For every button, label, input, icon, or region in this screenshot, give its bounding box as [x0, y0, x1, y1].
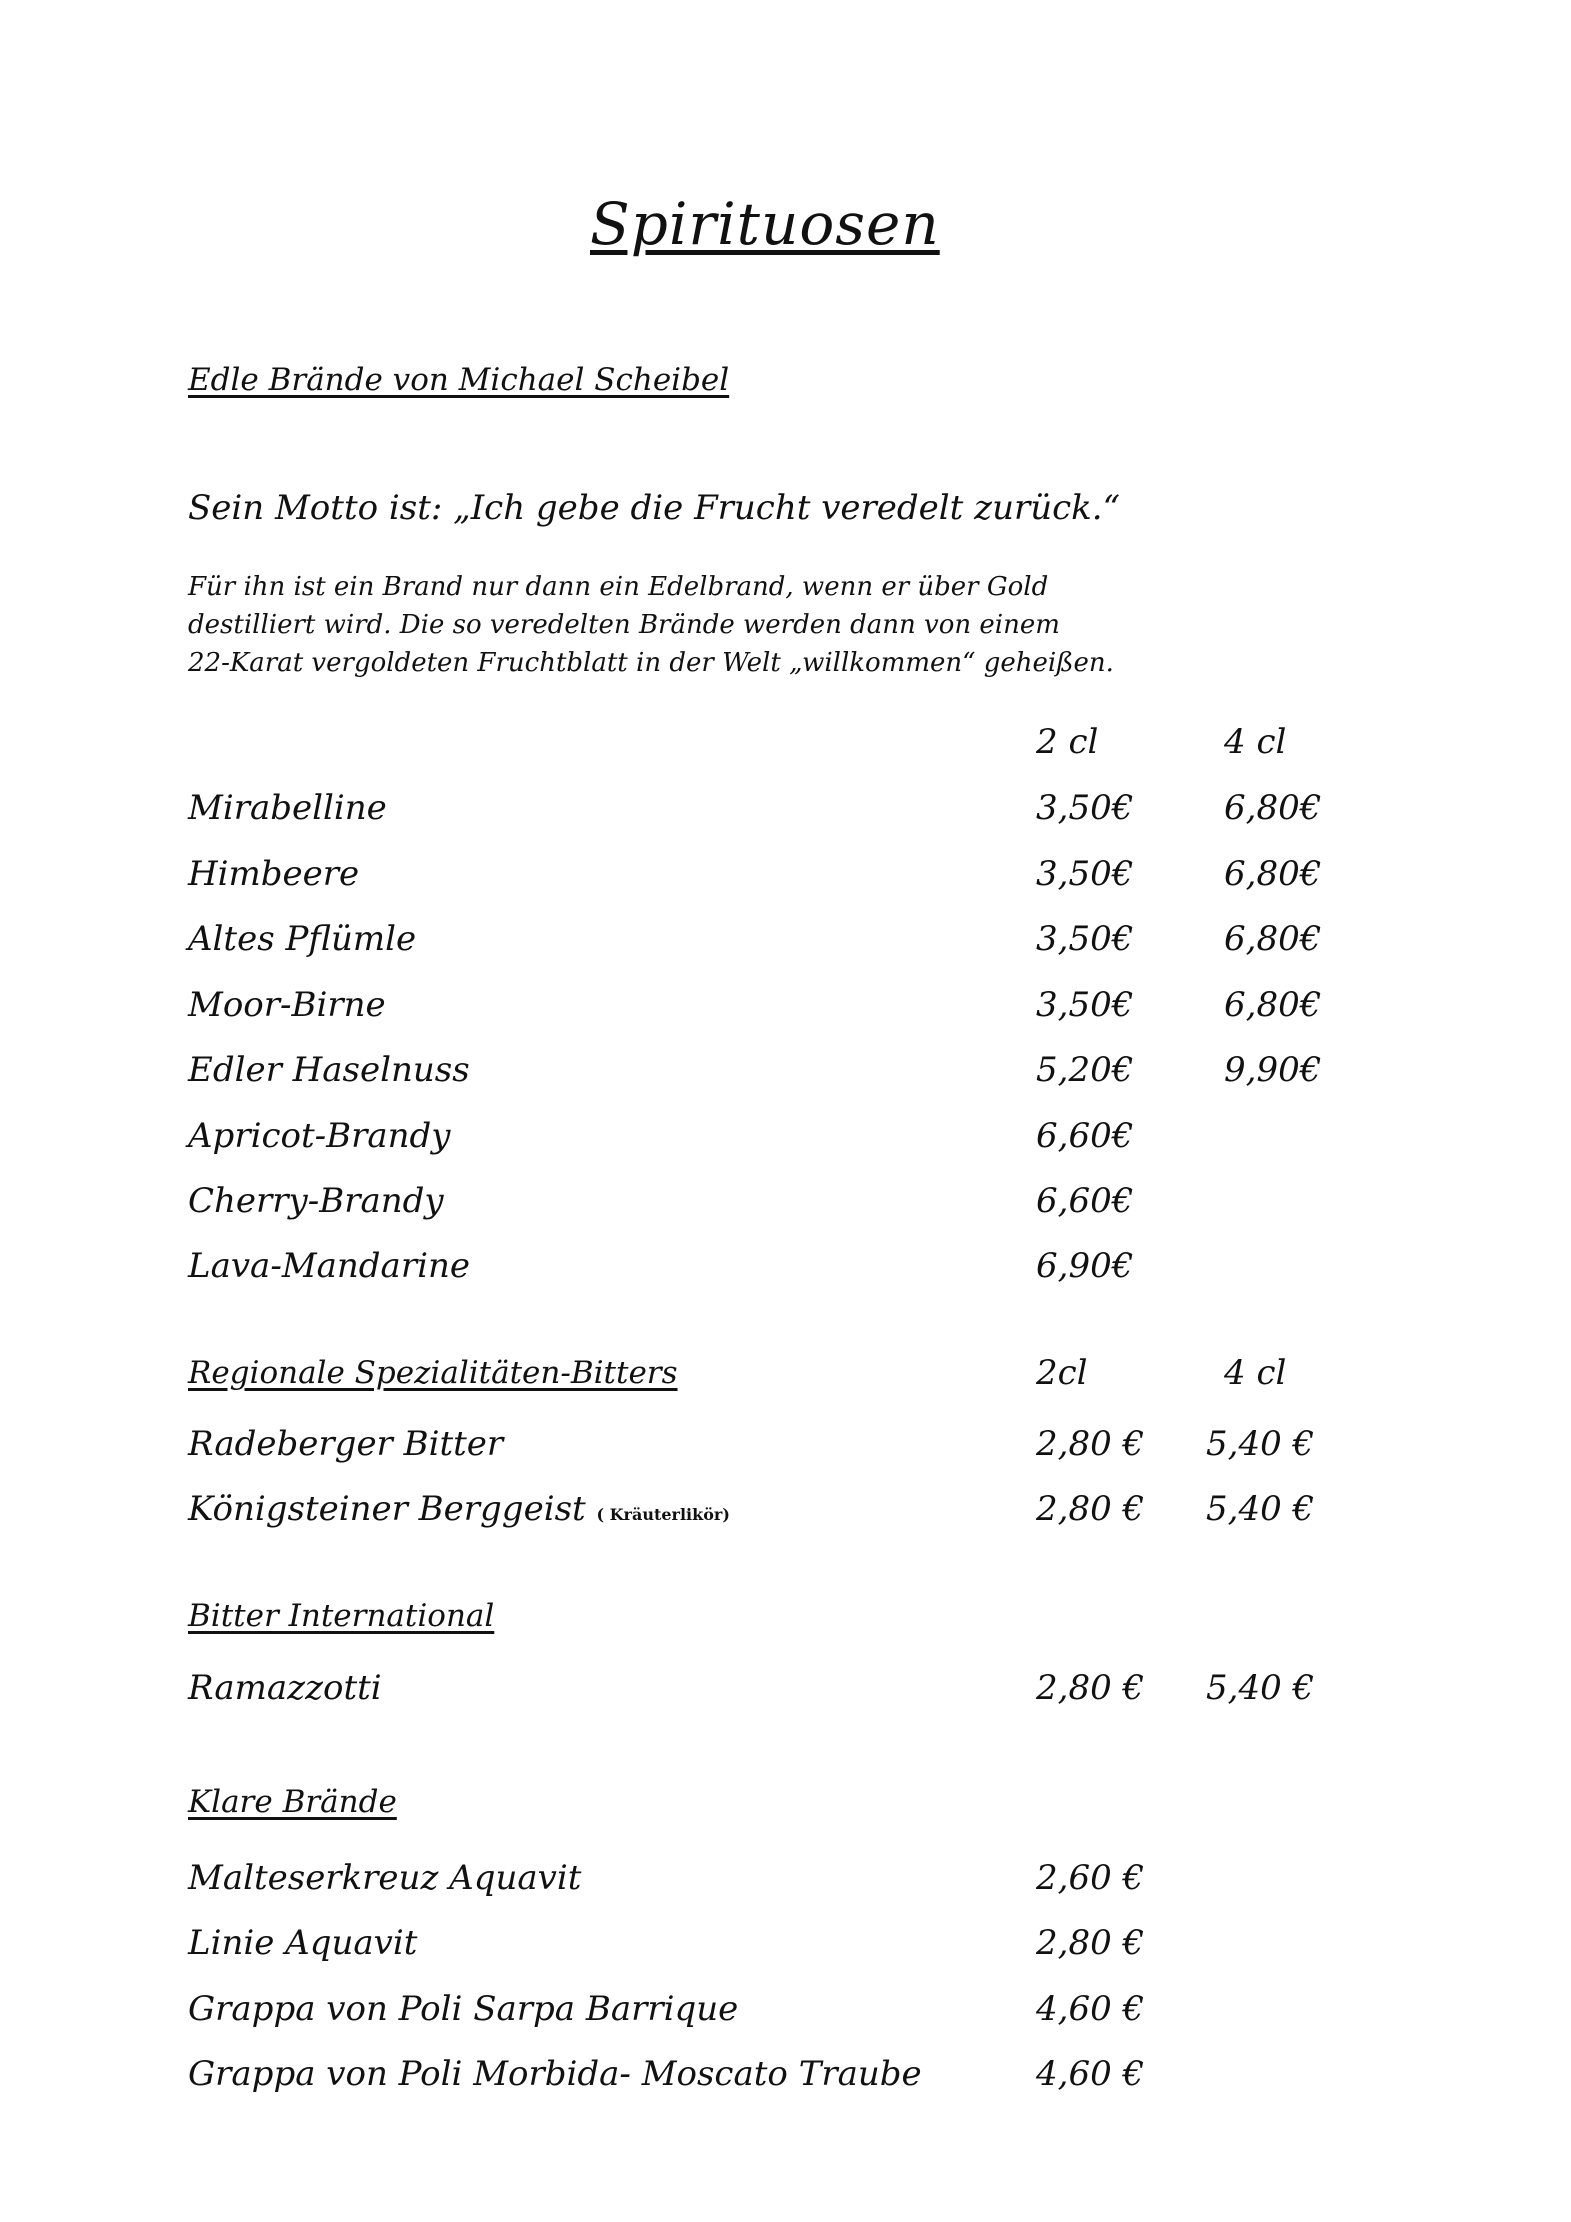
menu-row — [188, 2054, 1388, 2104]
section-heading-international: Bitter International — [188, 1598, 495, 1634]
column-header-4cl: 4 cl — [1224, 722, 1287, 762]
menu-row — [188, 919, 1388, 969]
item-name: Linie Aquavit — [188, 1923, 418, 1963]
intro-line: 22-Karat vergoldeten Fruchtblatt in der Welt „willkommen“ geheißen. — [188, 648, 1114, 678]
column-header-2cl: 2 cl — [1036, 722, 1099, 762]
column-header-2cl: 2cl — [1036, 1353, 1088, 1393]
column-header-4cl: 4 cl — [1224, 1353, 1287, 1393]
price-2cl: 3,50€ — [1036, 985, 1134, 1025]
intro-line: destilliert wird. Die so veredelten Brände werden dann von einem — [188, 610, 1060, 640]
item-name: Cherry-Brandy — [188, 1181, 444, 1221]
price-2cl: 6,60€ — [1036, 1181, 1134, 1221]
item-name: Moor-Birne — [188, 985, 386, 1025]
item-name: Mirabelline — [188, 788, 387, 828]
item-name: Edler Haselnuss — [188, 1050, 470, 1090]
menu-row — [188, 788, 1388, 838]
price-2cl: 2,80 € — [1036, 1489, 1145, 1529]
menu-row — [188, 1050, 1388, 1100]
item-note: ( Kräuterlikör) — [596, 1505, 730, 1524]
item-name-text: Königsteiner Berggeist — [188, 1489, 586, 1529]
page-title: Spirituosen — [590, 190, 940, 258]
menu-row — [188, 985, 1388, 1035]
price-4cl: 6,80€ — [1224, 919, 1322, 959]
item-name: Altes Pflümle — [188, 919, 417, 959]
intro-line: Für ihn ist ein Brand nur dann ein Edelbrand, wenn er über Gold — [188, 572, 1049, 602]
item-name: Ramazzotti — [188, 1668, 382, 1708]
price-4cl: 6,80€ — [1224, 788, 1322, 828]
price-2cl: 3,50€ — [1036, 919, 1134, 959]
price-2cl: 6,60€ — [1036, 1116, 1134, 1156]
item-name: Radeberger Bitter — [188, 1424, 504, 1464]
menu-row — [188, 1116, 1388, 1166]
price-2cl: 4,60 € — [1036, 1989, 1145, 2029]
menu-row — [188, 1181, 1388, 1231]
menu-row — [188, 1489, 1388, 1539]
price-2cl: 2,80 € — [1036, 1424, 1145, 1464]
item-name: Grappa von Poli Morbida- Moscato Traube — [188, 2054, 922, 2094]
menu-row — [188, 1858, 1388, 1908]
menu-row — [188, 854, 1388, 904]
item-name: Apricot-Brandy — [188, 1116, 451, 1156]
price-2cl: 3,50€ — [1036, 788, 1134, 828]
price-2cl: 2,60 € — [1036, 1858, 1145, 1898]
price-2cl: 2,80 € — [1036, 1668, 1145, 1708]
price-2cl: 6,90€ — [1036, 1246, 1134, 1286]
price-2cl: 2,80 € — [1036, 1923, 1145, 1963]
item-name: Malteserkreuz Aquavit — [188, 1858, 582, 1898]
price-4cl: 5,40 € — [1206, 1424, 1315, 1464]
menu-row — [188, 1923, 1388, 1973]
price-4cl: 5,40 € — [1206, 1668, 1315, 1708]
price-4cl: 5,40 € — [1206, 1489, 1315, 1529]
item-name: Himbeere — [188, 854, 360, 894]
price-4cl: 6,80€ — [1224, 985, 1322, 1025]
price-2cl: 5,20€ — [1036, 1050, 1134, 1090]
section-heading-klare: Klare Brände — [188, 1784, 397, 1820]
menu-row — [188, 1246, 1388, 1296]
intro-text — [188, 568, 1188, 682]
price-4cl: 6,80€ — [1224, 854, 1322, 894]
price-4cl: 9,90€ — [1224, 1050, 1322, 1090]
motto-line: Sein Motto ist: „Ich gebe die Frucht veredelt zurück.“ — [188, 488, 1120, 528]
menu-row — [188, 1668, 1388, 1718]
section-heading-edle: Edle Brände von Michael Scheibel — [188, 362, 730, 398]
price-2cl: 3,50€ — [1036, 854, 1134, 894]
menu-row — [188, 1989, 1388, 2039]
item-name — [188, 1489, 730, 1529]
item-name: Lava-Mandarine — [188, 1246, 470, 1286]
menu-row — [188, 1424, 1388, 1474]
price-2cl: 4,60 € — [1036, 2054, 1145, 2094]
section-heading-regional: Regionale Spezialitäten-Bitters — [188, 1355, 678, 1391]
item-name: Grappa von Poli Sarpa Barrique — [188, 1989, 739, 2029]
